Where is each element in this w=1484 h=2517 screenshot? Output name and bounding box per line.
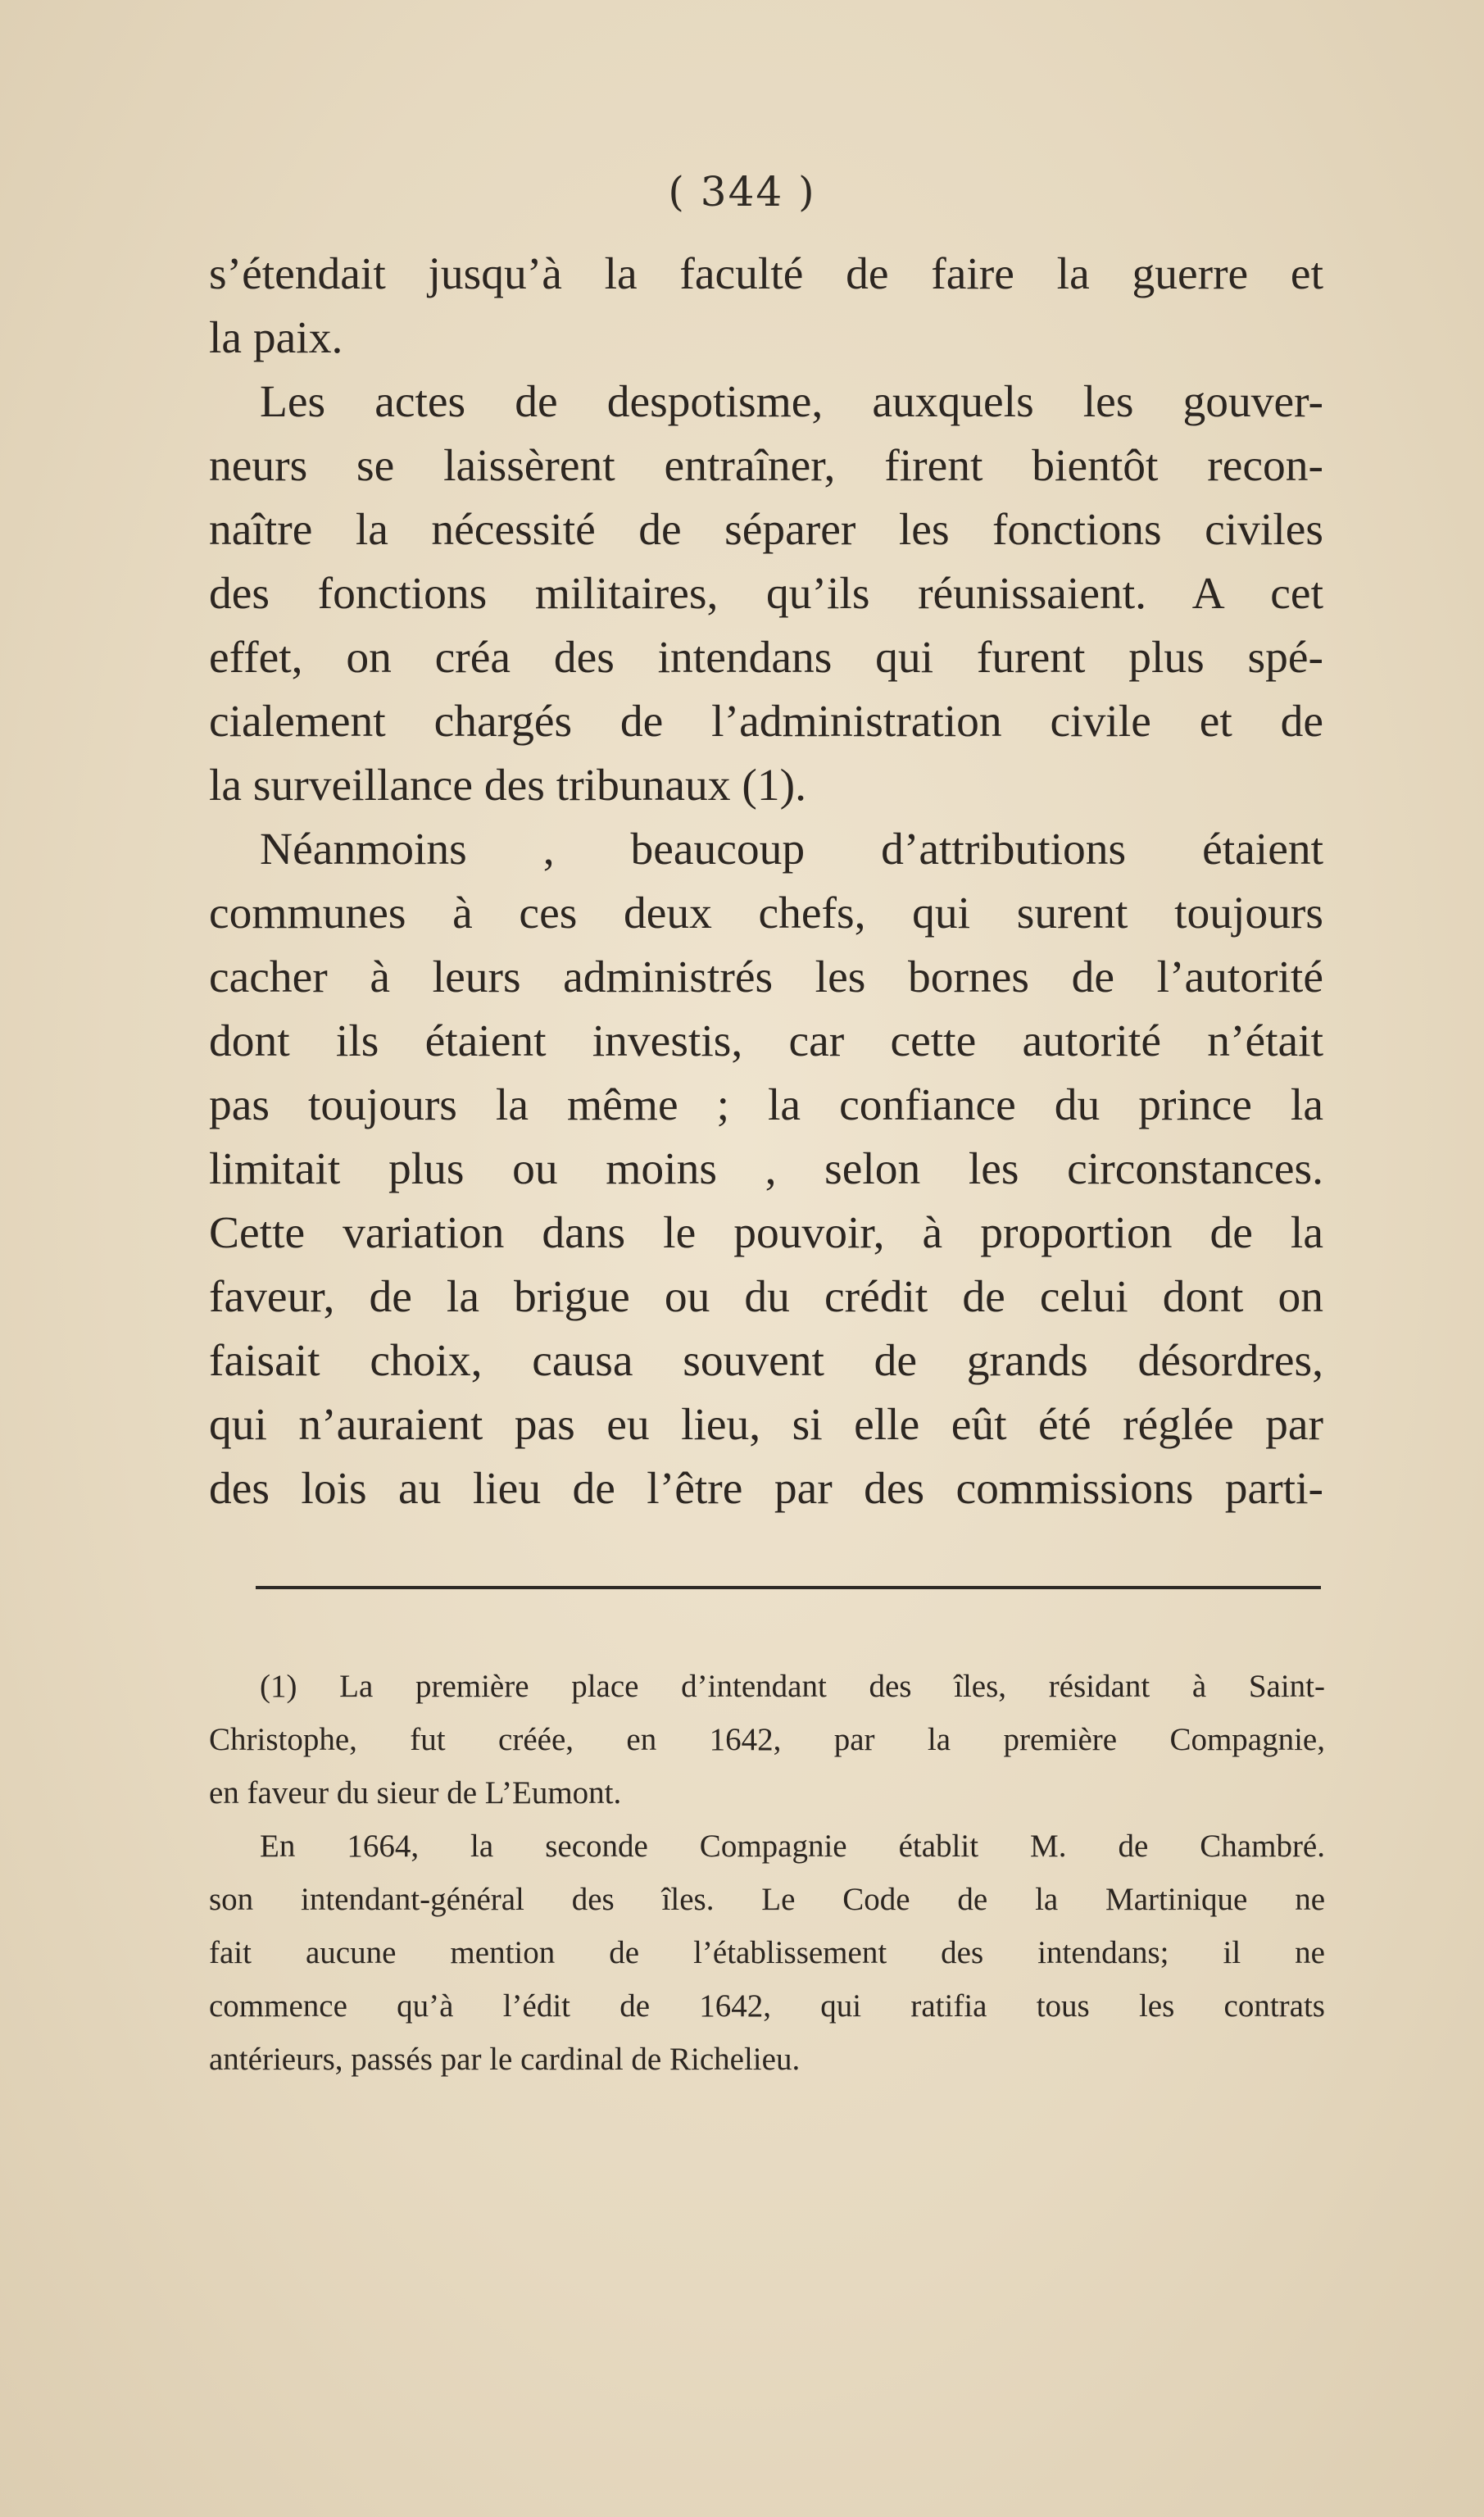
text-line: s’étendait jusqu’à la faculté de faire la guerre et bbox=[209, 249, 1323, 299]
text-line: pas toujours la même ; la confiance du prince la bbox=[209, 1080, 1323, 1130]
text-line: neurs se laissèrent entraîner, firent bientôt recon- bbox=[209, 441, 1323, 491]
footnote-line: son intendant-général des îles. Le Code de la Martinique ne bbox=[209, 1882, 1325, 1917]
footnote-line: En 1664, la seconde Compagnie établit M. de Chambré. bbox=[260, 1829, 1325, 1864]
text-line: des lois au lieu de l’être par des commissions parti- bbox=[209, 1464, 1323, 1514]
text-line: Néanmoins , beaucoup d’attributions étaient bbox=[260, 825, 1323, 875]
text-line: cacher à leurs administrés les bornes de l’autorité bbox=[209, 952, 1323, 1002]
text-line: naître la nécessité de séparer les fonctions civiles bbox=[209, 505, 1323, 555]
text-line: la paix. bbox=[209, 313, 343, 363]
footnote-line: en faveur du sieur de L’Eumont. bbox=[209, 1775, 622, 1811]
text-line: Cette variation dans le pouvoir, à proportion de la bbox=[209, 1208, 1323, 1258]
footnote-line: fait aucune mention de l’établissement des intendans; il ne bbox=[209, 1935, 1325, 1970]
text-line: faisait choix, causa souvent de grands désordres, bbox=[209, 1336, 1323, 1386]
text-line: limitait plus ou moins , selon les circonstances. bbox=[209, 1144, 1323, 1194]
text-line: qui n’auraient pas eu lieu, si elle eût été réglée par bbox=[209, 1400, 1323, 1450]
text-line: Les actes de despotisme, auxquels les gouver- bbox=[260, 377, 1323, 427]
text-line: effet, on créa des intendans qui furent plus spé- bbox=[209, 633, 1323, 683]
text-line: des fonctions militaires, qu’ils réunissaient. A cet bbox=[209, 569, 1323, 619]
footnote bbox=[209, 1660, 1325, 2086]
text-line: communes à ces deux chefs, qui surent toujours bbox=[209, 888, 1323, 938]
footnote-line: Christophe, fut créée, en 1642, par la première Compagnie, bbox=[209, 1722, 1325, 1757]
footnote-rule bbox=[256, 1586, 1321, 1589]
footnote-line: (1) La première place d’intendant des îles, résidant à Saint- bbox=[260, 1669, 1325, 1704]
footnote-line: antérieurs, passés par le cardinal de Richelieu. bbox=[209, 2042, 801, 2077]
footnote-line: commence qu’à l’édit de 1642, qui ratifia tous les contrats bbox=[209, 1988, 1325, 2024]
text-line: cialement chargés de l’administration civile et de bbox=[209, 697, 1323, 747]
text-line: dont ils étaient investis, car cette autorité n’était bbox=[209, 1016, 1323, 1066]
text-line: la surveillance des tribunaux (1). bbox=[209, 761, 806, 811]
main-text bbox=[209, 243, 1323, 1521]
page-number: ( 344 ) bbox=[668, 168, 816, 216]
text-line: faveur, de la brigue ou du crédit de celui dont on bbox=[209, 1272, 1323, 1322]
